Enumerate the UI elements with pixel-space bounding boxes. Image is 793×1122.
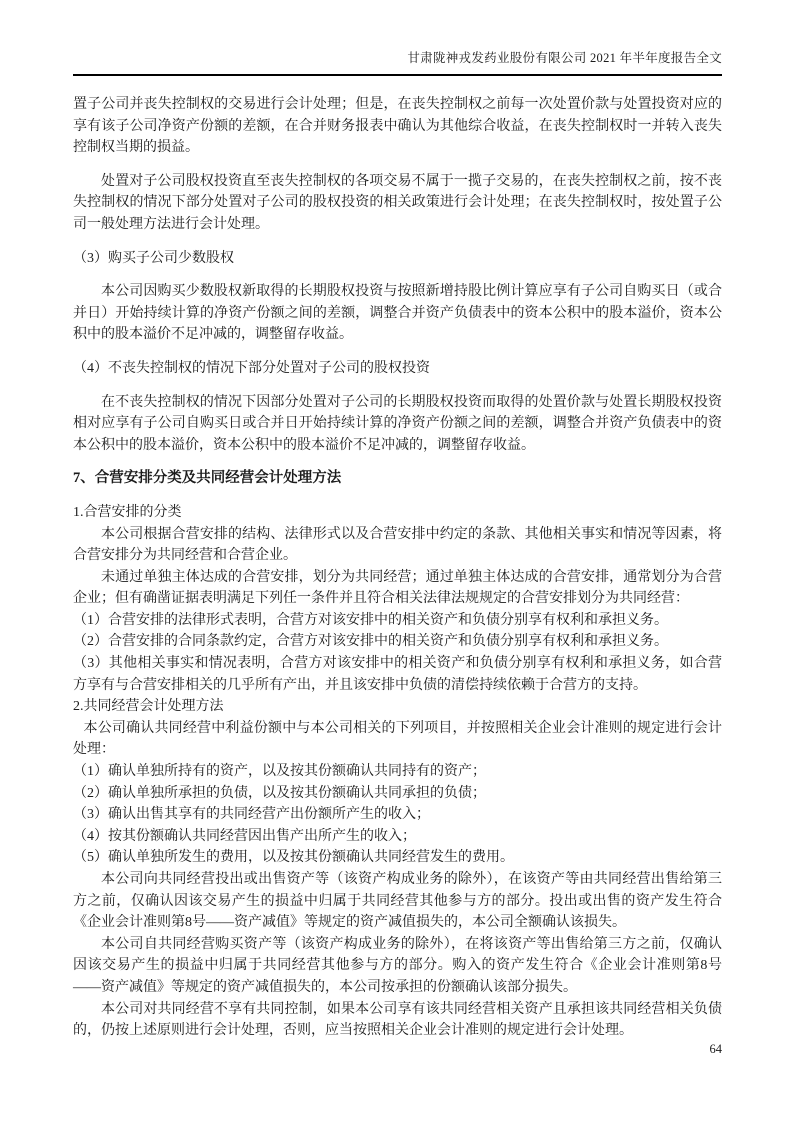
paragraph: 本公司因购买少数股权新取得的长期股权投资与按照新增持股比例计算应享有子公司自购买日（或合并日）开始持续计算的净资产份额之间的差额，调整合并资产负债表中的资本公积中的股本溢价，资本公积中的股本溢价不足冲减的，调整留存收益。 [73,284,722,343]
paragraph: 本公司自共同经营购买资产等（该资产构成业务的除外），在将该资产等出售给第三方之前，仅确认因该交易产生的损益中归属于共同经营其他参与方的部分。购入的资产发生符合《企业会计准则第8号——资产减值》等规定的资产减值损失的，本公司按承担的份额确认该部分损失。 [73,936,722,995]
paragraph: 在不丧失控制权的情况下因部分处置对子公司的长期股权投资而取得的处置价款与处置长期股权投资相对应享有子公司自购买日或合并日开始持续计算的净资产份额之间的差额，调整合并资产负债表中的资本公积中的股本溢价，资本公积中的股本溢价不足冲减的，调整留存收益。 [73,394,722,453]
list-item: （3）确认出售其享有的共同经营产出份额所产生的收入； [73,807,430,823]
paragraph: 本公司根据合营安排的结构、法律形式以及合营安排中约定的条款、其他相关事实和情况等因素，将合营安排分为共同经营和合营企业。 [73,526,722,564]
document-body [73,94,722,1042]
section-heading: 7、合营安排分类及共同经营会计处理方法 [73,470,342,487]
paragraph: 本公司对共同经营不享有共同控制，如果本公司享有该共同经营相关资产且承担该共同经营相关负债的，仍按上述原则进行会计处理，否则，应当按照相关企业会计准则的规定进行会计处理。 [73,1001,722,1039]
list-item: （2）合营安排的合同条款约定，合营方对该安排中的相关资产和负债分别享有权利和承担义务。 [73,634,668,650]
list-item: （4）按其份额确认共同经营因出售产出所产生的收入； [73,828,416,844]
numbered-label: 2.共同经营会计处理方法 [73,699,224,715]
paragraph: 置子公司并丧失控制权的交易进行会计处理；但是，在丧失控制权之前每一次处置价款与处置投资对应的享有该子公司净资产份额的差额，在合并财务报表中确认为其他综合收益，在丧失控制权时一并转入丧失控制权当期的损益。 [73,97,722,156]
list-item: （1）合营安排的法律形式表明，合营方对该安排中的相关资产和负债分别享有权利和承担义务。 [73,612,668,628]
subsection-label: （3）购买子公司少数股权 [73,250,234,266]
list-item: （3）其他相关事实和情况表明，合营方对该安排中的相关资产和负债分别享有权利和承担义务，如合营方享有与合营安排相关的几乎所有产出，并且该安排中负债的清偿持续依赖于合营方的支持。 [73,656,722,693]
subsection-label: （4）不丧失控制权的情况下部分处置对子公司的股权投资 [73,360,430,376]
paragraph: 本公司向共同经营投出或出售资产等（该资产构成业务的除外），在该资产等由共同经营出售给第三方之前，仅确认因该交易产生的损益中归属于共同经营其他参与方的部分。投出或出售的资产发生符合《企业会计准则第8号——资产减值》等规定的资产减值损失的，本公司全额确认该损失。 [73,872,722,931]
paragraph: 本公司确认共同经营中利益份额中与本公司相关的下列项目，并按照相关企业会计准则的规定进行会计处理： [73,720,722,758]
list-item: （5）确认单独所发生的费用，以及按其份额确认共同经营发生的费用。 [73,850,514,866]
list-item: （2）确认单独所承担的负债，以及按其份额确认共同承担的负债； [73,785,486,801]
paragraph: 未通过单独主体达成的合营安排，划分为共同经营；通过单独主体达成的合营安排，通常划分为合营企业；但有确凿证据表明满足下列任一条件并且符合相关法律法规规定的合营安排划分为共同经营： [73,569,722,607]
section-body [73,502,722,1042]
numbered-label: 1.合营安排的分类 [73,504,182,520]
paragraph: 处置对子公司股权投资直至丧失控制权的各项交易不属于一揽子交易的，在丧失控制权之前，按不丧失控制权的情况下部分处置对子公司的股权投资的相关政策进行会计处理；在丧失控制权时，按处置子公司一般处理方法进行会计处理。 [73,173,722,232]
list-item: （1）确认单独所持有的资产，以及按其份额确认共同持有的资产； [73,764,486,780]
page-number: 64 [709,1042,722,1056]
page-header-title: 甘肃陇神戎发药业股份有限公司 2021 年半年度报告全文 [73,50,722,76]
